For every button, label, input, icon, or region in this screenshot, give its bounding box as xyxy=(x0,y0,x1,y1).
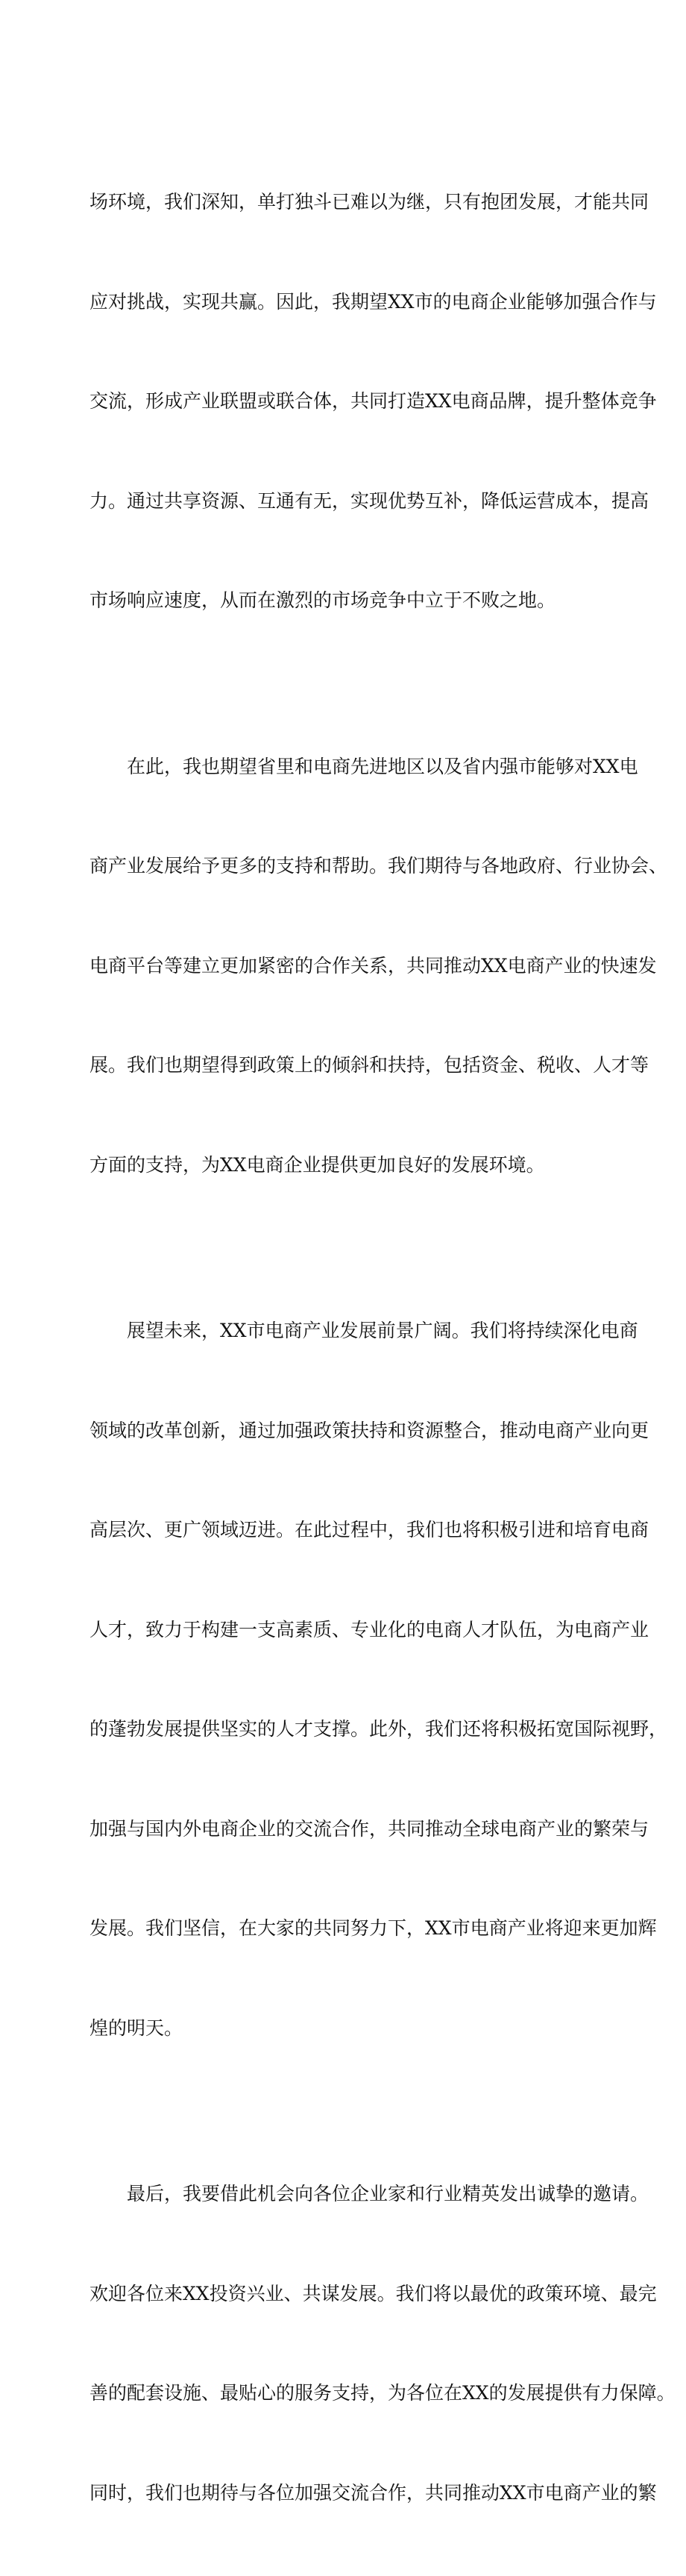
text-line: 交流，形成产业联盟或联合体，共同打造XX电商品牌，提升整体竞争 xyxy=(89,390,657,412)
text-line: 电商平台等建立更加紧密的合作关系，共同推动XX电商产业的快速发 xyxy=(89,954,657,977)
text-line: 场环境，我们深知，单打独斗已难以为继，只有抱团发展，才能共同 xyxy=(89,191,649,213)
paragraph-2 xyxy=(89,684,668,1249)
text-line: 发展。我们坚信，在大家的共同努力下，XX市电商产业将迎来更加辉 xyxy=(89,1917,657,1939)
text-line: 力。通过共享资源、互通有无，实现优势互补，降低运营成本，提高 xyxy=(89,489,649,512)
text-line: 加强与国内外电商企业的交流合作，共同推动全球电商产业的繁荣与 xyxy=(89,1817,649,1840)
text-line: 展。我们也期望得到政策上的倾斜和扶持，包括资金、税收、人才等 xyxy=(89,1054,649,1076)
text-line: 欢迎各位来XX投资兴业、共谋发展。我们将以最优的政策环境、最完 xyxy=(89,2282,657,2304)
document-body xyxy=(89,119,676,2576)
paragraph-1 xyxy=(89,119,657,684)
text-line: 在此，我也期望省里和电商先进地区以及省内强市能够对XX电 xyxy=(127,755,638,777)
text-line: 方面的支持，为XX电商企业提供更加良好的发展环境。 xyxy=(89,1153,545,1176)
text-line: 煌的明天。 xyxy=(89,2016,183,2039)
text-line: 的蓬勃发展提供坚实的人才支撑。此外，我们还将积极拓宽国际视野， xyxy=(89,1718,668,1740)
text-line: 同时，我们也期待与各位加强交流合作，共同推动XX市电商产业的繁 xyxy=(89,2481,657,2504)
paragraph-3 xyxy=(89,1248,668,2111)
text-line: 商产业发展给予更多的支持和帮助。我们期待与各地政府、行业协会、 xyxy=(89,855,668,877)
text-line: 人才，致力于构建一支高素质、专业化的电商人才队伍，为电商产业 xyxy=(89,1618,649,1640)
paragraph-4 xyxy=(89,2111,676,2576)
text-line: 最后，我要借此机会向各位企业家和行业精英发出诚挚的邀请。 xyxy=(127,2183,649,2204)
text-line: 应对挑战，实现共赢。因此，我期望XX市的电商企业能够加强合作与 xyxy=(89,290,657,313)
text-line: 领域的改革创新，通过加强政策扶持和资源整合，推动电商产业向更 xyxy=(89,1419,649,1441)
text-line: 善的配套设施、最贴心的服务支持，为各位在XX的发展提供有力保障。 xyxy=(89,2382,676,2404)
text-line: 展望未来，XX市电商产业发展前景广阔。我们将持续深化电商 xyxy=(127,1320,638,1341)
text-line: 高层次、更广领域迈进。在此过程中，我们也将积极引进和培育电商 xyxy=(89,1519,649,1541)
text-line: 市场响应速度，从而在激烈的市场竞争中立于不败之地。 xyxy=(89,589,556,611)
